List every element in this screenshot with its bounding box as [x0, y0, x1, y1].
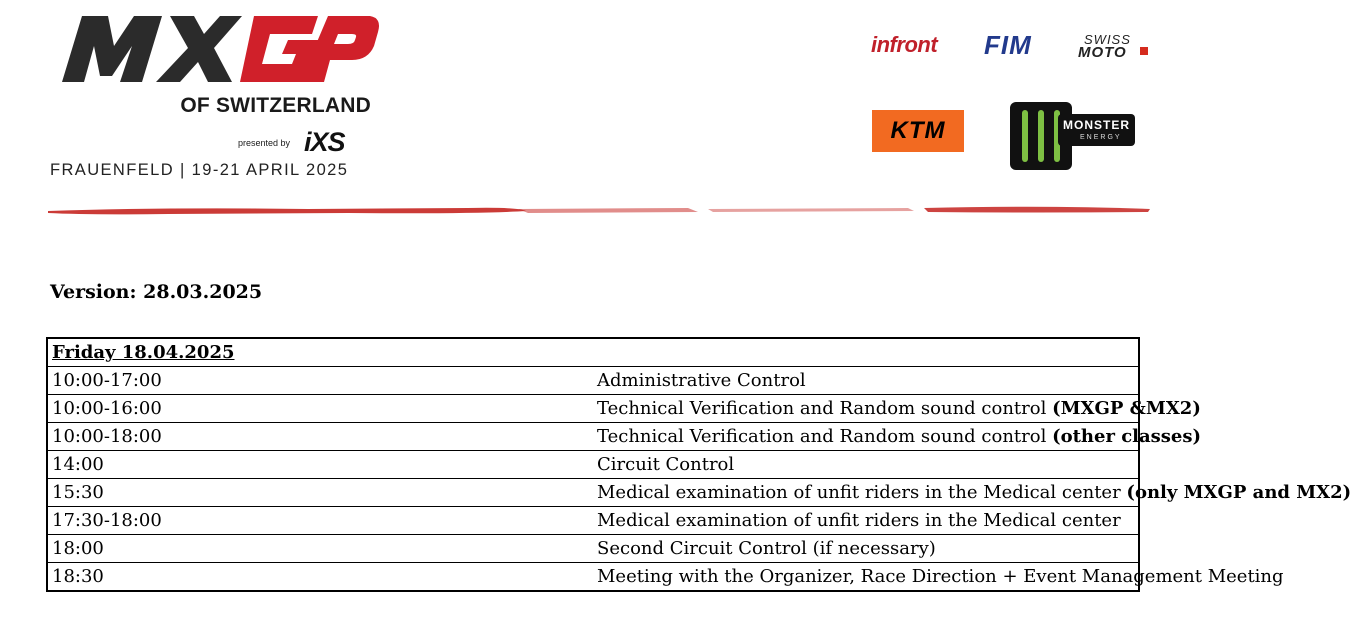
mxgp-logo: [48, 8, 378, 193]
event-location-date: FRAUENFELD | 19-21 APRIL 2025: [50, 161, 349, 179]
activity-note: (only MXGP and MX2): [1126, 482, 1351, 503]
infront-logo: infront: [871, 32, 938, 57]
activity-note: (MXGP &MX2): [1052, 398, 1201, 419]
activity-text: Circuit Control: [597, 454, 735, 475]
presented-by-label: presented by: [238, 138, 291, 148]
day-header: Friday 18.04.2025: [47, 338, 1139, 367]
activity-cell: [593, 563, 1284, 592]
ktm-logo-text: KTM: [890, 117, 946, 144]
activity-cell: [593, 535, 1139, 563]
monster-energy-logo: [1010, 102, 1140, 172]
activity-cell: [593, 367, 1139, 395]
time-cell: 10:00-16:00: [47, 395, 593, 423]
activity-cell: [593, 451, 1139, 479]
activity-text: Administrative Control: [597, 370, 806, 391]
time-cell: 14:00: [47, 451, 593, 479]
activity-cell: [593, 479, 1351, 507]
activity-text: Meeting with the Organizer, Race Direction + Event Management Meeting: [597, 566, 1284, 587]
swiss-moto-bottom: MOTO: [1078, 44, 1127, 61]
table-row: [47, 535, 1139, 563]
activity-cell: [593, 423, 1202, 451]
red-brush-divider: [48, 203, 1152, 217]
swiss-moto-logo: [1078, 32, 1150, 62]
table-row: [47, 479, 1139, 507]
fim-logo: FIM: [984, 30, 1032, 60]
event-subtitle: OF SWITZERLAND: [180, 94, 371, 117]
time-cell: 18:30: [47, 563, 593, 592]
swiss-flag-icon: [1140, 47, 1148, 55]
time-cell: 17:30-18:00: [47, 507, 593, 535]
monster-logo-text: MONSTER: [1058, 114, 1135, 146]
activity-text: Technical Verification and Random sound control: [597, 426, 1053, 447]
table-row: [47, 367, 1139, 395]
activity-cell: [593, 507, 1139, 535]
document-version: Version: 28.03.2025: [50, 281, 263, 303]
table-row: [47, 423, 1139, 451]
table-header-row: [47, 338, 1139, 367]
time-cell: 18:00: [47, 535, 593, 563]
swiss-moto-top: SWISS: [1084, 32, 1131, 47]
activity-text: Second Circuit Control (if necessary): [597, 538, 936, 559]
table-row: [47, 451, 1139, 479]
activity-text: Medical examination of unfit riders in the Medical center: [597, 482, 1127, 503]
activity-text: Technical Verification and Random sound control: [597, 398, 1053, 419]
activity-note: (other classes): [1052, 426, 1202, 447]
table-row: [47, 563, 1139, 592]
ktm-logo: [872, 110, 964, 152]
activity-cell: [593, 395, 1201, 423]
time-cell: 10:00-17:00: [47, 367, 593, 395]
mxgp-logo-graphic: [48, 10, 378, 94]
table-row: [47, 395, 1139, 423]
table-row: [47, 507, 1139, 535]
activity-text: Medical examination of unfit riders in the Medical center: [597, 510, 1121, 531]
monster-logo-subtext: ENERGY: [1080, 134, 1122, 141]
schedule-table: [46, 337, 1351, 592]
time-cell: 10:00-18:00: [47, 423, 593, 451]
ixs-logo: iXS: [304, 127, 345, 157]
time-cell: 15:30: [47, 479, 593, 507]
